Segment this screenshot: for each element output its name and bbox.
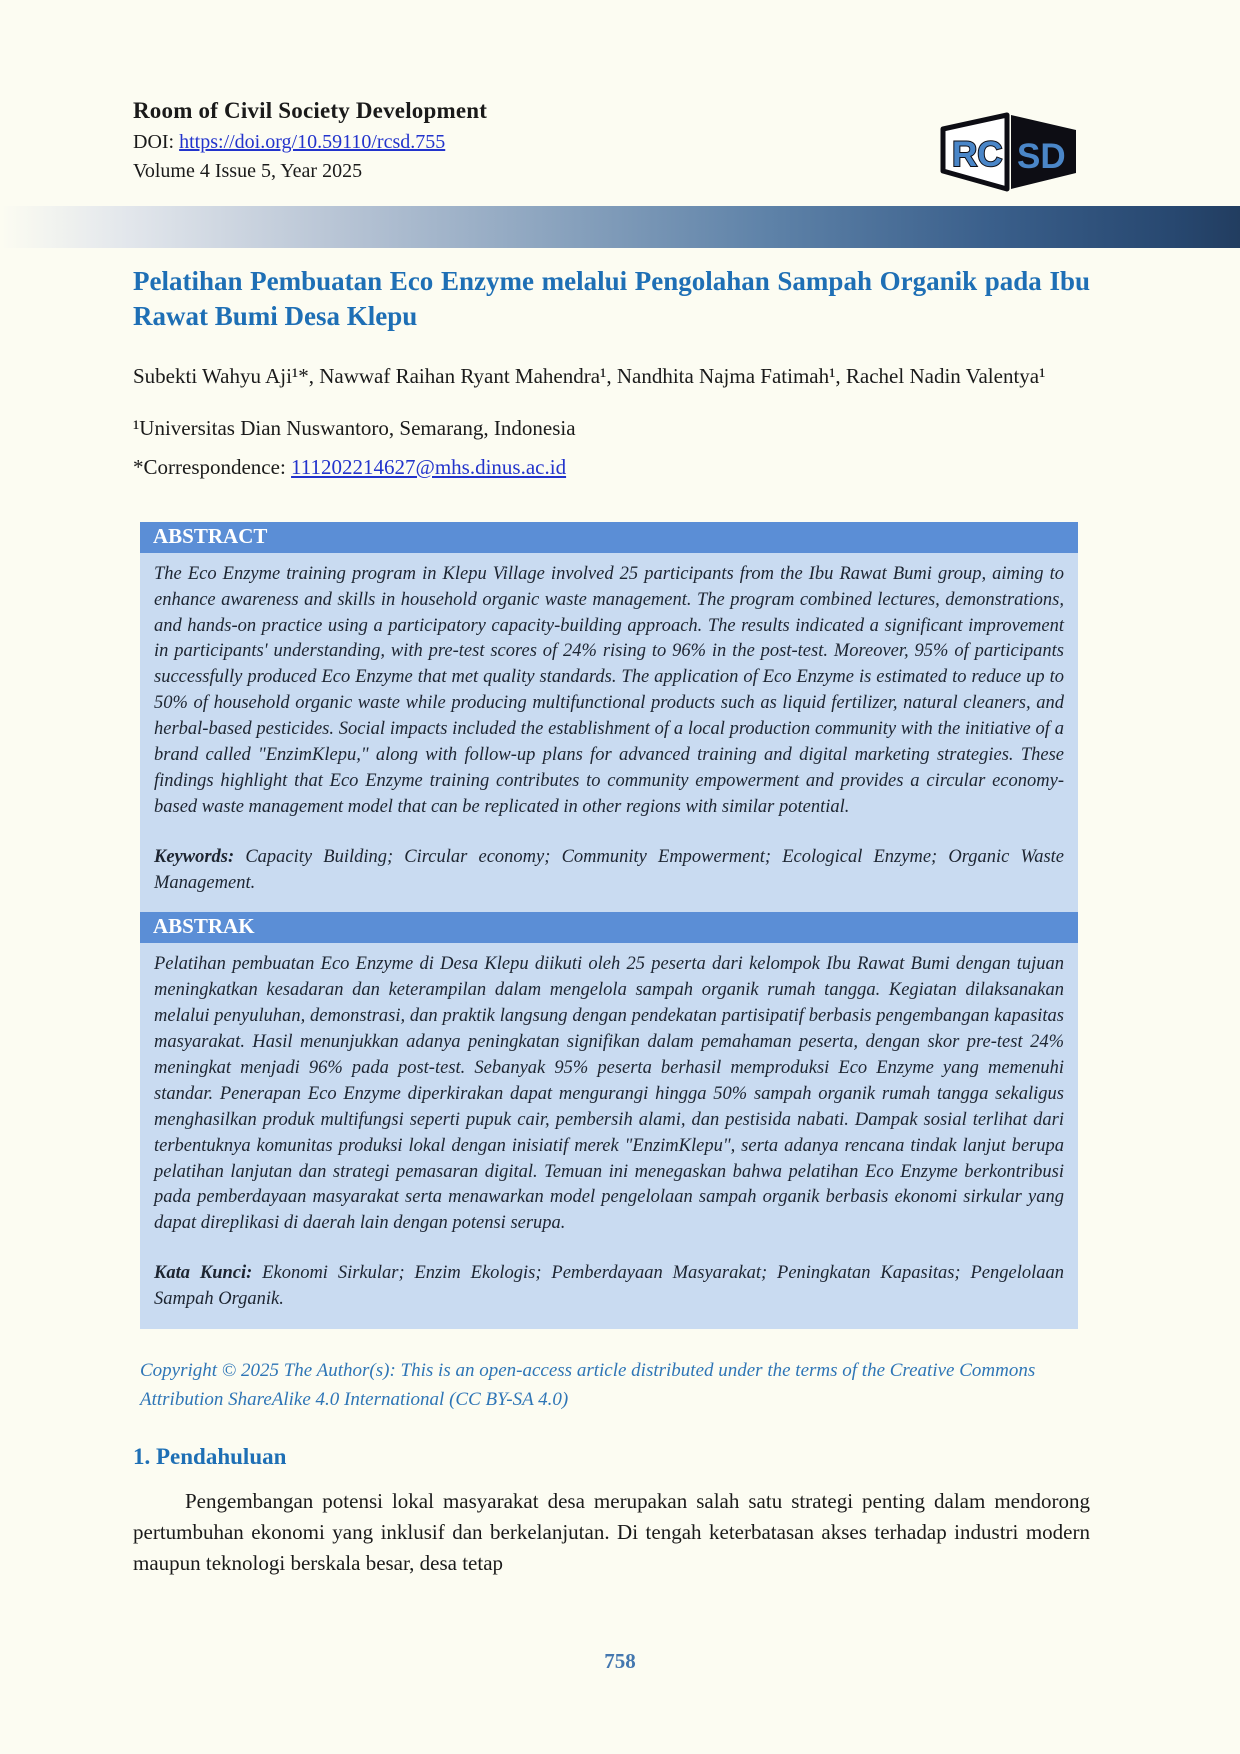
copyright-notice: Copyright © 2025 The Author(s): This is an open-access article distributed under the terms of the Creative Commons Attribution ShareAlike 4.0 International (CC BY-SA 4.0) [140,1360,1036,1410]
article-content [133,248,1090,1579]
correspondence-email-link[interactable]: 111202214627@mhs.dinus.ac.id [291,454,567,479]
abstract-id-text: Pelatihan pembuatan Eco Enzyme di Desa Klepu diikuti oleh 25 peserta dari kelompok Ibu Rawat Bumi dengan tujuan meningkatkan kesadaran dan keterampilan dalam mengelola sampah organik rumah tangga. Kegiatan dilaksanakan melalui penyuluhan, demonstrasi, dan praktik langsung dengan pendekatan partisipatif berbasis pengembangan kapasitas masyarakat. Hasil menunjukkan adanya peningkatan signifikan dalam pemahaman peserta, dengan skor pre-test 24% meningkat menjadi 96% pada post-test. Sebanyak 95% peserta berhasil memproduksi Eco Enzyme yang memenuhi standar. Penerapan Eco Enzyme diperkirakan dapat mengurangi hingga 50% sampah organik rumah tangga sekaligus menghasilkan produk multifungsi seperti pupuk cair, pembersih alami, dan pestisida nabati. Dampak sosial terlihat dari terbentuknya komunitas produksi lokal dengan inisiatif merek "EnzimKlepu", serta adanya rencana tindak lanjut berupa pelatihan lanjutan dan strategi pemasaran digital. Temuan ini menegaskan bahwa pelatihan Eco Enzyme berkontribusi pada pemberdayaan masyarakat serta menawarkan model pengelolaan sampah organik berbasis ekonomi sirkular yang dapat direplikasi di daerah lain dengan potensi serupa. [154,954,1064,1234]
abstract-id-body [140,943,1078,1329]
correspondence-line [133,455,1090,480]
rcsd-logo-icon [939,112,1079,192]
keywords-en-text: Capacity Building; Circular economy; Community Empowerment; Ecological Enzyme; Organic Waste Management. [154,846,1064,893]
section-heading-pendahuluan: 1. Pendahuluan [133,1444,287,1470]
author-list: Subekti Wahyu Aji¹*, Nawwaf Raihan Ryant Mahendra¹, Nandhita Najma Fatimah¹, Rachel Nadin Valentya¹ [133,364,1046,389]
journal-name: Room of Civil Society Development [133,98,488,123]
journal-logo [939,112,1079,192]
abstract-en-body [140,553,1078,913]
article-title: Pelatihan Pembuatan Eco Enzyme melalui Pengolahan Sampah Organik pada Ibu Rawat Bumi Desa Klepu [133,266,1090,332]
keywords-id-text: Ekonomi Sirkular; Enzim Ekologis; Pemberdayaan Masyarakat; Peningkatan Kapasitas; Pengelolaan Sampah Organik. [154,1263,1064,1310]
volume-issue-line: Volume 4 Issue 5, Year 2025 [133,160,363,182]
page-footer [0,1649,1240,1674]
abstract-en-heading: ABSTRACT [140,522,1078,553]
intro-paragraph: Pengembangan potensi lokal masyarakat desa merupakan salah satu strategi penting dalam mendorong pertumbuhan ekonomi yang inklusif dan berkelanjutan. Di tengah keterbatasan akses terhadap industri modern maupun teknologi berskala besar, desa tetap [133,1489,1090,1576]
keywords-id [154,1261,1064,1313]
header-divider-bar [0,206,1240,248]
masthead [133,98,1107,192]
logo-left-letters: RC [952,135,1003,174]
logo-right-letters: SD [1017,137,1066,176]
affiliation: ¹Universitas Dian Nuswantoro, Semarang, Indonesia [133,415,576,440]
page-number: 758 [604,1649,636,1673]
abstract-id-heading: ABSTRAK [140,912,1078,943]
masthead-text [133,98,487,183]
doi-label: DOI: [133,131,180,153]
correspondence-label: *Correspondence: [133,454,292,479]
abstract-section [140,522,1078,1329]
doi-line [133,131,487,154]
abstract-en-text: The Eco Enzyme training program in Klepu Village involved 25 participants from the Ibu Rawat Bumi group, aiming to enhance awareness and skills in household organic waste management. The program combined lectures, demonstrations, and hands-on practice using a participatory capacity-building approach. The results indicated a significant improvement in participants' understanding, with pre-test scores of 24% rising to 96% in the post-test. Moreover, 95% of participants successfully produced Eco Enzyme that met quality standards. The application of Eco Enzyme is estimated to reduce up to 50% of household organic waste while producing multifunctional products such as liquid fertilizer, natural cleaners, and herbal-based pesticides. Social impacts included the establishment of a local production community with the initiative of a brand called "EnzimKlepu," along with follow-up plans for advanced training and digital marketing strategies. These findings highlight that Eco Enzyme training contributes to community empowerment and provides a circular economy-based waste management model that can be replicated in other regions with similar potential. [154,563,1064,817]
keywords-id-label: Kata Kunci: [154,1263,253,1284]
doi-link[interactable]: https://doi.org/10.59110/rcsd.755 [179,131,446,153]
keywords-en-label: Keywords: [154,846,235,867]
keywords-en [154,845,1064,897]
